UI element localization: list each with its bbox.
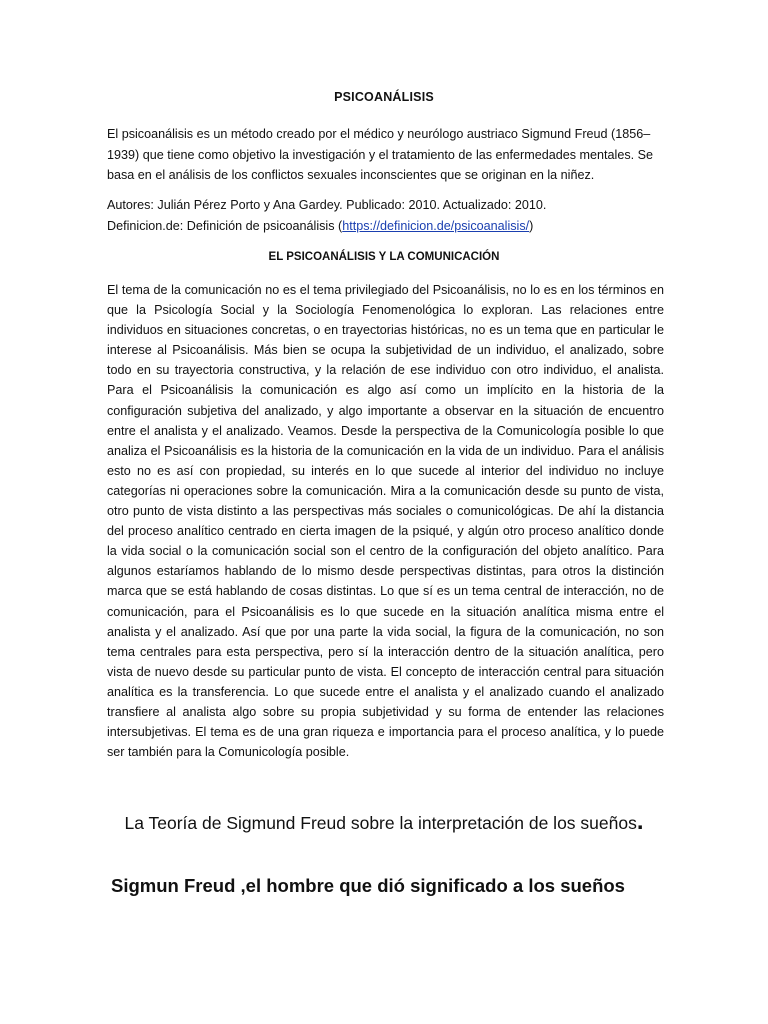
source-suffix: ) <box>529 218 534 233</box>
freud-dreams-title <box>120 808 648 838</box>
source-citation <box>107 195 664 236</box>
page-heading: PSICOANÁLISIS <box>334 90 434 104</box>
freud-dreams-title-text: La Teoría de Sigmund Freud sobre la interpretación de los sueños <box>124 813 637 833</box>
intro-paragraph: El psicoanálisis es un método creado por el médico y neurólogo austriaco Sigmund Freud (1856–1939) que tiene como objetivo la investigación y el tratamiento de las enfermedades mentales. Se basa en el análisis de los conflictos sexuales inconscientes que se originan en la niñez. <box>107 127 654 182</box>
source-prefix: Definicion.de: Definición de psicoanálisis ( <box>107 218 343 233</box>
title-period: . <box>636 808 644 835</box>
authors-line: Autores: Julián Pérez Porto y Ana Gardey. Publicado: 2010. Actualizado: 2010. <box>107 198 547 212</box>
section-heading: EL PSICOANÁLISIS Y LA COMUNICACIÓN <box>268 251 500 263</box>
body-paragraph: El tema de la comunicación no es el tema privilegiado del Psicoanálisis, no lo es en los términos en que la Psicología Social y la Sociología Fenomenológica lo exploran. Las relaciones entre individuos en situaciones concretas, o en trayectorias históricas, no es un tema que en particular le interese al Psicoanálisis. Más bien se ocupa la subjetividad de un individuo, el analizado, sobre todo en su trayectoria constructiva, y la relación de ese individuo con otro individuo, el analista. Para el Psicoanálisis la comunicación es algo así como un implícito en la historia de la configuración subjetiva del analizado, y algo importante a observar en la situación de encuentro entre el analista y el analizado. Veamos. Desde la perspectiva de la Comunicología posible lo que analiza el Psicoanálisis es la historia de la comunicación en la vida de un individuo. Para el análisis esto no es así con propiedad, su interés en lo que sucede al interior del individuo no incluye categorías ni operaciones sobre la comunicación. Mira a la comunicación desde su punto de vista, otro punto de vista distinto a las perspectivas más sociales o comunicológicas. De ahí la distancia del proceso analítico centrado en cierta imagen de la psiqué, y algún otro proceso analítico donde la vida social o la comunicación social son el centro de la configuración del objeto analítico. Para algunos estaríamos hablando de lo mismo desde perspectivas distintas, para otros la distinción marca que se está hablando de cosas distintas. Lo que sí es un tema central de interacción, no de comunicación, para el Psicoanálisis es lo que sucede en la situación analítica misma entre el analista y el analizado. Así que por una parte la vida social, la figura de la comunicación, no son tema centrales para esta perspectiva, pero sí la interacción dentro de la situación analítica, pero vista de nuevo desde su particular punto de vista. El concepto de interacción central para situación analítica es la transferencia. Lo que sucede entre el analista y el analizado cuando el analizado transfiere al analista algo sobre su propia subjetividad y su forma de entender las relaciones intersubjetivas. El tema es de una gran riqueza e importancia para el proceso analítica, y lo puede ser también para la Comunicología posible. <box>107 283 664 760</box>
source-line <box>107 216 664 237</box>
freud-subtitle: Sigmun Freud ,el hombre que dió significado a los sueños <box>111 875 625 896</box>
source-link[interactable]: https://definicion.de/psicoanalisis/ <box>342 218 530 233</box>
